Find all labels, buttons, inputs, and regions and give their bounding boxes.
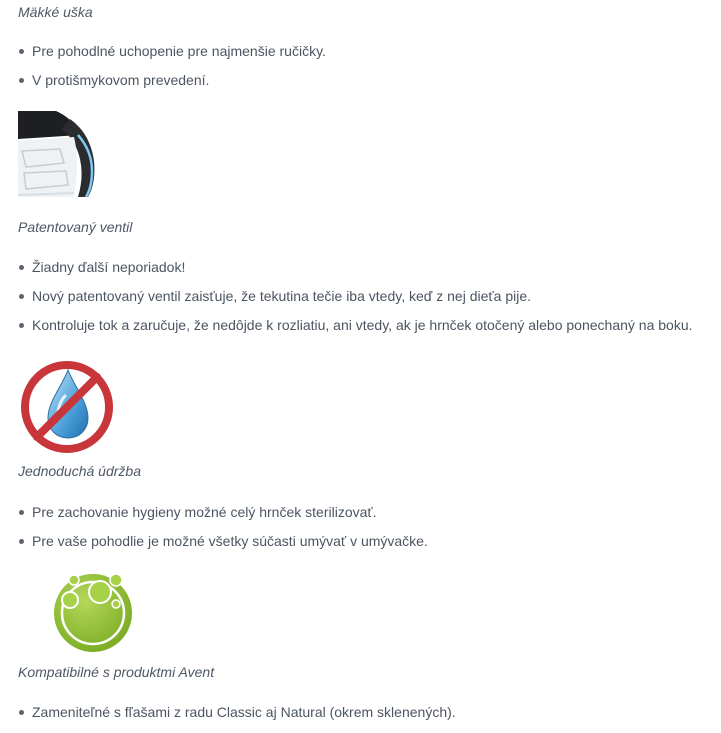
- compatibility-list: [18, 703, 456, 732]
- section-heading-maintenance: Jednoduchá údržba: [18, 463, 141, 479]
- list-item: Pre pohodlné uchopenie pre najmenšie ručičky.: [18, 42, 326, 71]
- list-item: V protišmykovom prevedení.: [18, 71, 326, 100]
- list-item: Pre vaše pohodlie je možné všetky súčasti umývať v umývačke.: [18, 532, 428, 561]
- list-item: Nový patentovaný ventil zaisťuje, že tekutina tečie iba vtedy, keď z nej dieťa pije.: [18, 287, 693, 316]
- list-item: Kontroluje tok a zaručuje, že nedôjde k rozliatiu, ani vtedy, ak je hrnček otočený alebo ponechaný na boku.: [18, 316, 693, 345]
- section-heading-soft-handles: Mäkké uška: [18, 4, 93, 20]
- green-bubbles-icon: [50, 570, 136, 656]
- soft-handles-list: [18, 42, 326, 100]
- no-spill-drop-icon: [18, 358, 116, 456]
- maintenance-list: [18, 503, 428, 561]
- list-item: Pre zachovanie hygieny možné celý hrnček sterilizovať.: [18, 503, 428, 532]
- cup-spout-icon: [18, 111, 98, 197]
- section-heading-valve: Patentovaný ventil: [18, 219, 133, 235]
- list-item: Zameniteľné s fľašami z radu Classic aj Natural (okrem sklenených).: [18, 703, 456, 732]
- valve-list: [18, 258, 693, 345]
- list-item: Žiadny ďalší neporiadok!: [18, 258, 693, 287]
- section-heading-compatibility: Kompatibilné s produktmi Avent: [18, 664, 215, 680]
